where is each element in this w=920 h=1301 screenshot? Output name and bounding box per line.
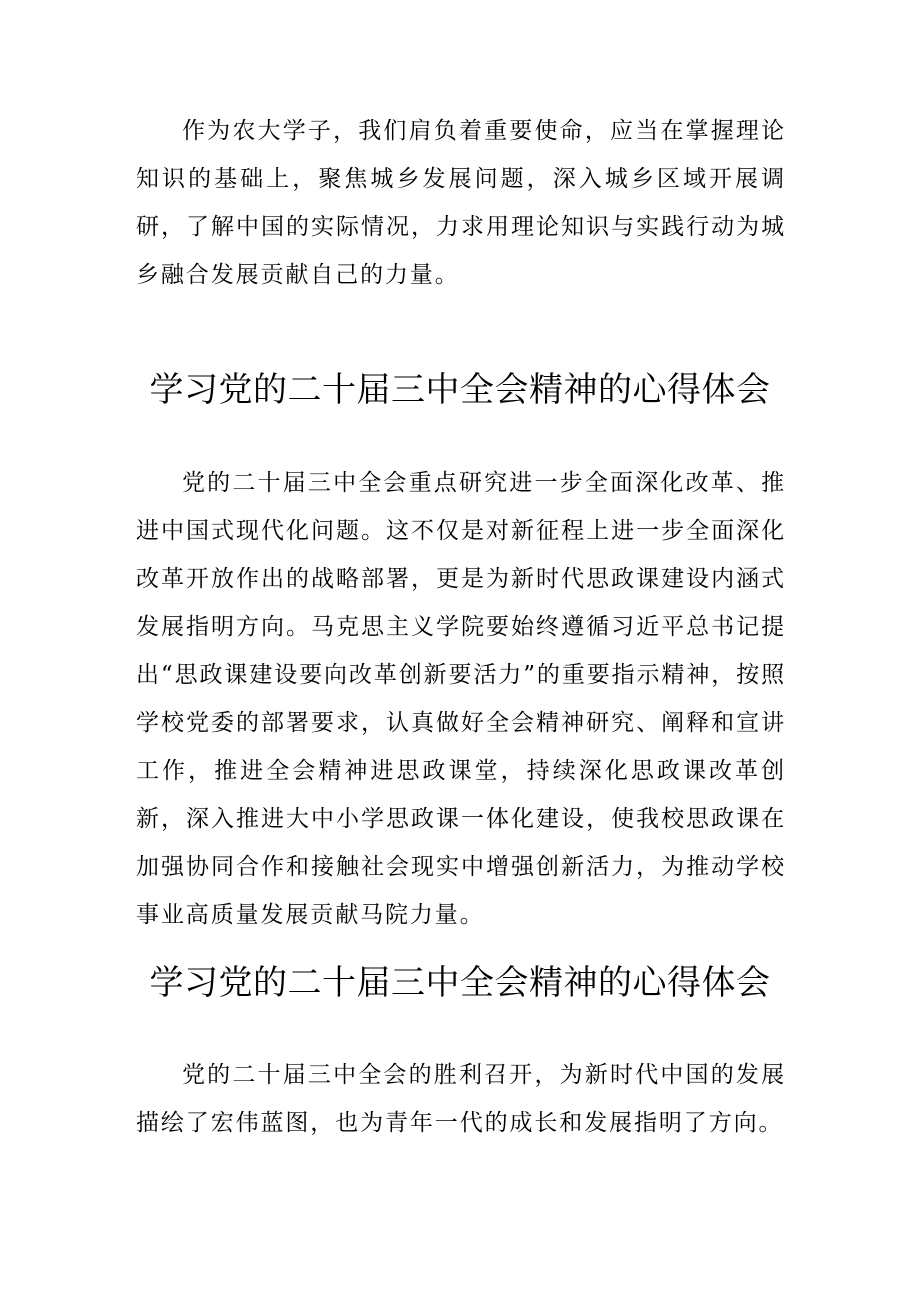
intro-paragraph: 作为农大学子，我们肩负着重要使命，应当在掌握理论知识的基础上，聚焦城乡发展问题，深入城乡区域开展调研，了解中国的实际情况，力求用理论知识与实践行动为城乡融合发展贡献自己的力量。 xyxy=(136,118,786,288)
section-body-paragraph: 党的二十届三中全会重点研究进一步全面深化改革、推进中国式现代化问题。这不仅是对新征程上进一步全面深化改革开放作出的战略部署，更是为新时代思政课建设内涵式发展指明方向。马克思主义学院要始终遵循习近平总书记提出“思政课建设要向改革创新要活力”的重要指示精神，按照学校党委的部署要求，认真做好全会精神研究、阐释和宣讲工作，推进全会精神进思政课堂，持续深化思政课改革创新，深入推进大中小学思政课一体化建设，使我校思政课在加强协同合作和接触社会现实中增强创新活力，为推动学校事业高质量发展贡献马院力量。 xyxy=(136,470,786,928)
section-body-paragraph: 党的二十届三中全会的胜利召开，为新时代中国的发展描绘了宏伟蓝图，也为青年一代的成长和发展指明了方向。 xyxy=(136,1062,786,1136)
section-heading: 学习党的二十届三中全会精神的心得体会 xyxy=(149,370,771,410)
section-heading: 学习党的二十届三中全会精神的心得体会 xyxy=(149,963,771,1003)
